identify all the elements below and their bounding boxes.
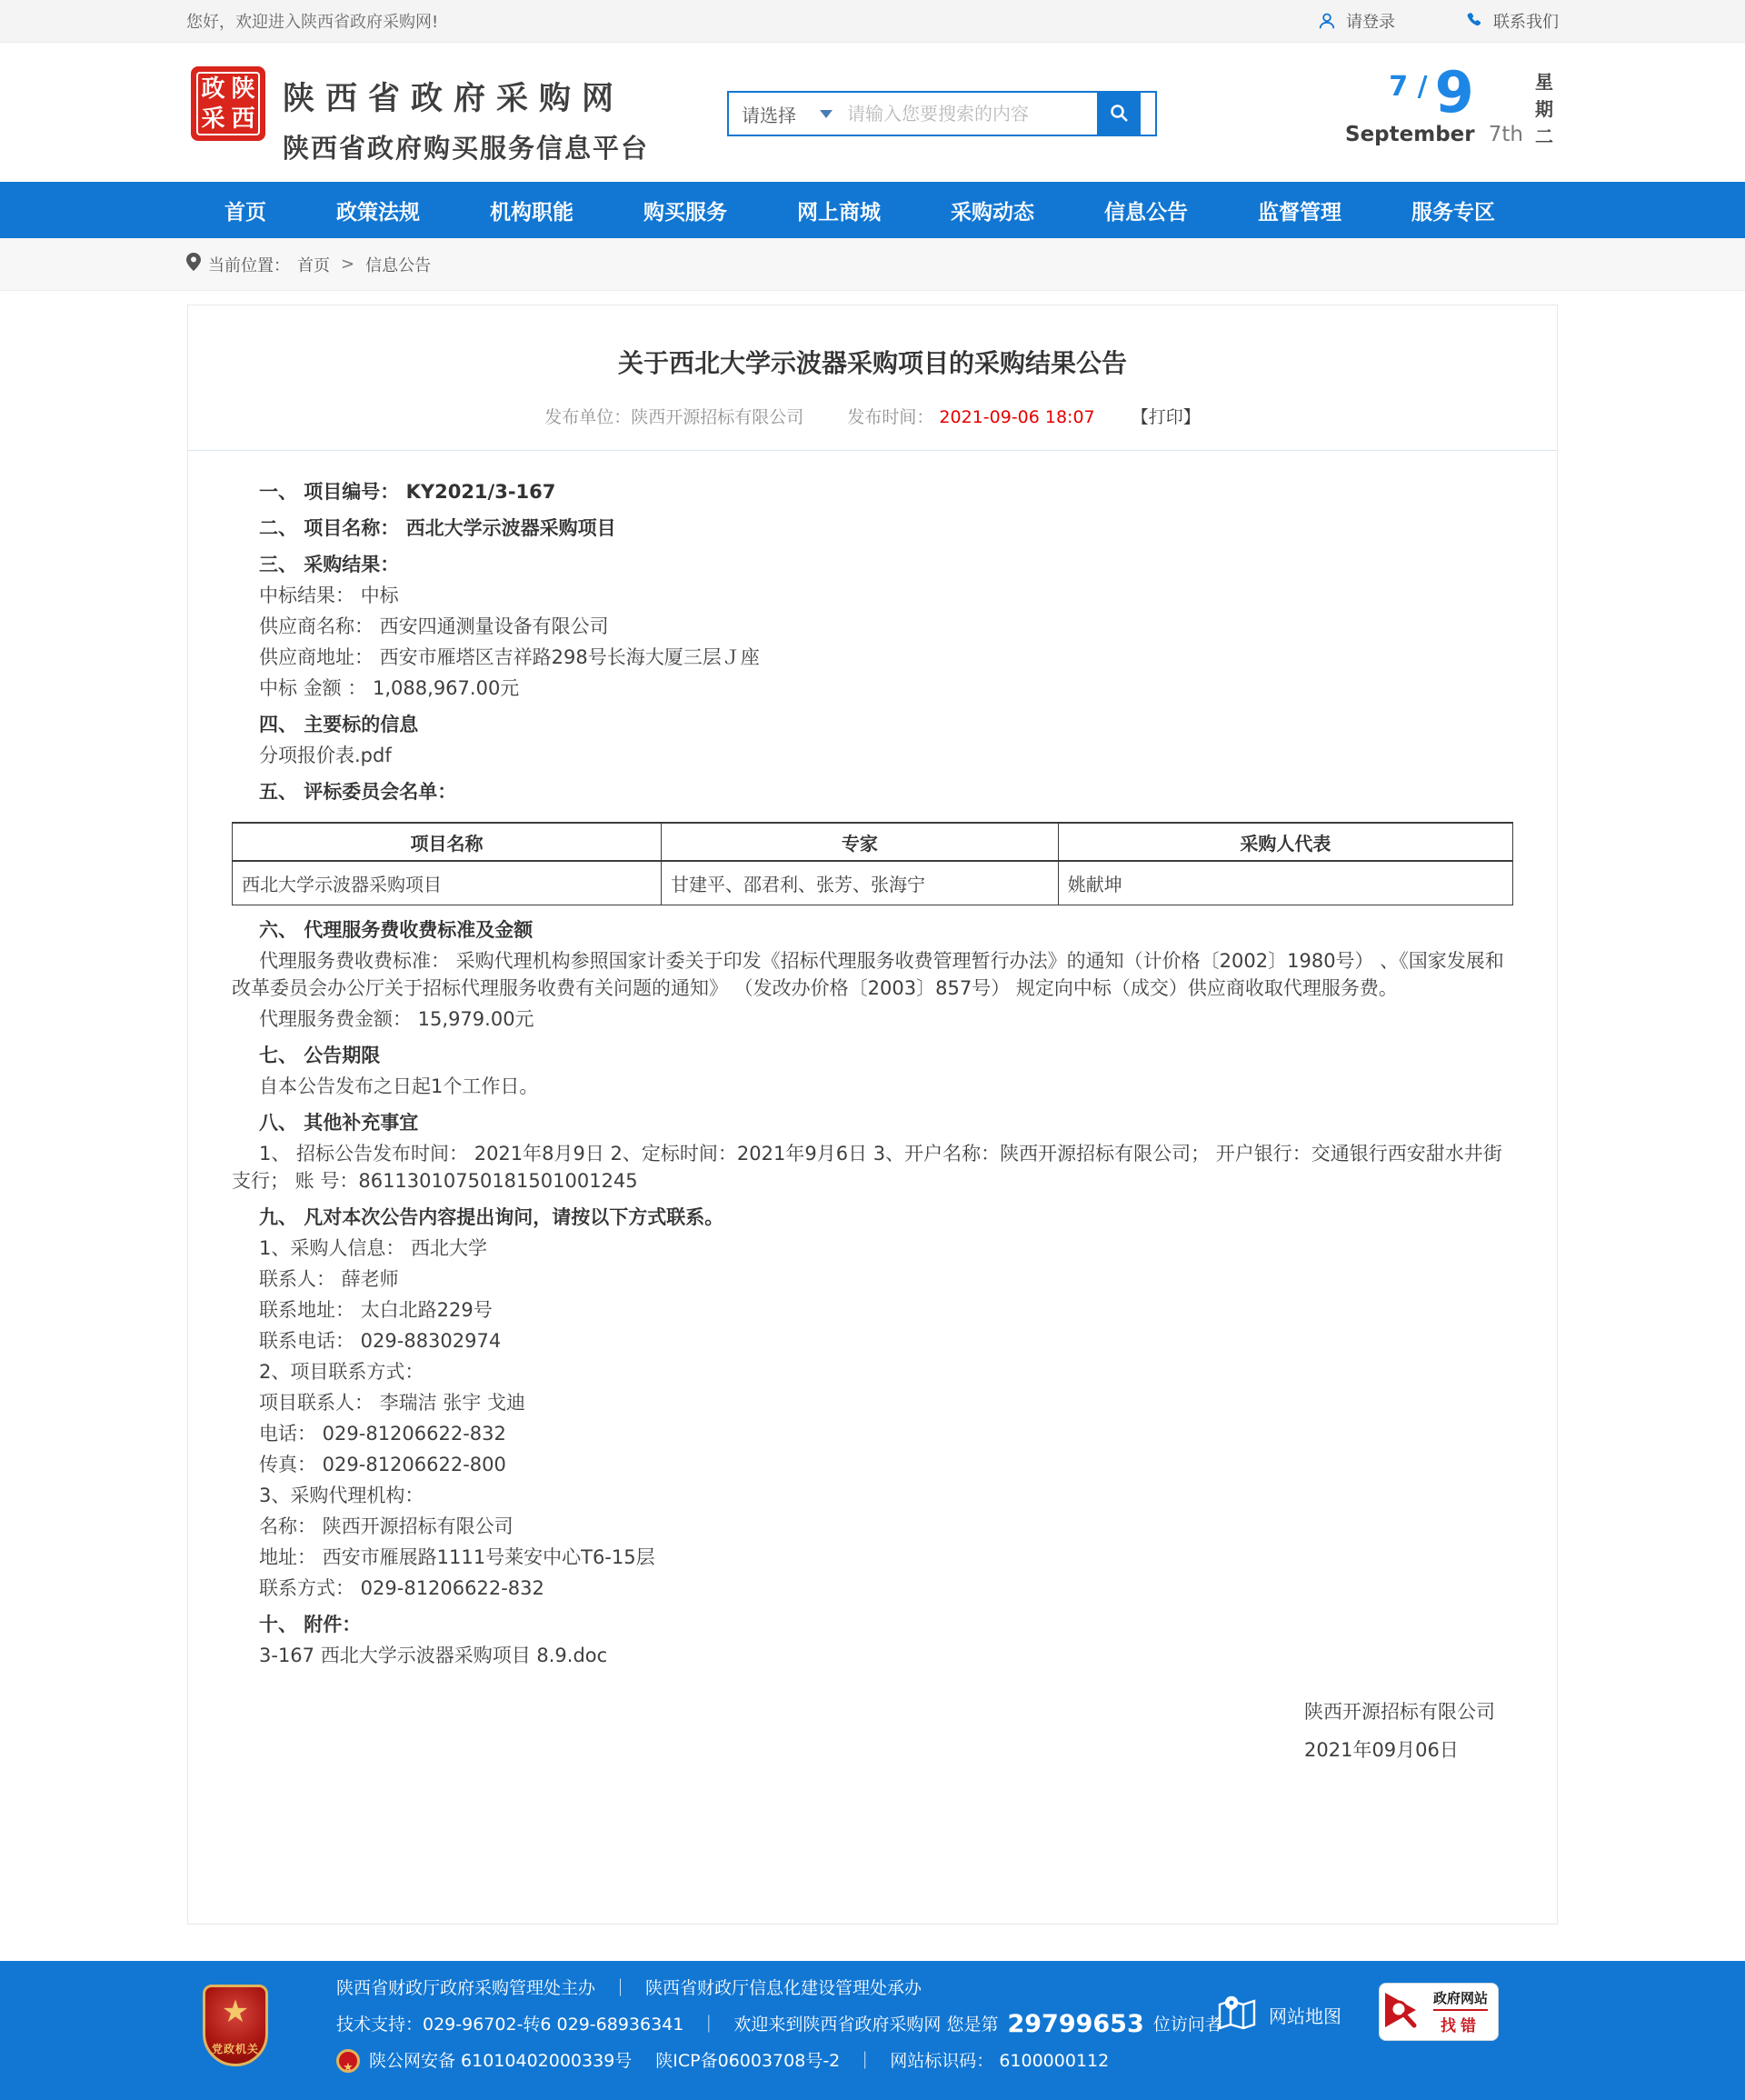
body-paragraph: 供应商地址： 西安市雁塔区吉祥路298号长海大厦三层Ｊ座 bbox=[259, 646, 760, 668]
main-nav bbox=[0, 182, 1745, 238]
body-paragraph: 代理服务费收费标准： 采购代理机构参照国家计委关于印发《招标代理服务收费管理暂行办法》的通知（计价格〔2002〕1980号） 、《国家发展和改革委员会办公厅关于招标代理服务收费有关问题的通知》 （发改办价格〔2003〕857号） 规定向中标（成交）供应商收取代理服务费。 bbox=[232, 949, 1504, 999]
nav-item-policies[interactable]: 政策法规 bbox=[336, 200, 420, 225]
search-bar bbox=[727, 91, 1157, 136]
contact-label: 联系我们 bbox=[1493, 13, 1559, 32]
footer-line-registration: ★ 陕公网安备 61010402000339号 陕ICP备06003708号-2 ｜ 网站标识码： 6100000112 bbox=[336, 2043, 1222, 2079]
breadcrumb bbox=[186, 238, 1559, 290]
contact-link[interactable] bbox=[1464, 9, 1559, 33]
body-paragraph: 中标 金额 ： 1,088,967.00元 bbox=[259, 677, 520, 699]
nav-item-purchase-service[interactable]: 购买服务 bbox=[643, 200, 727, 225]
table-header-project: 项目名称 bbox=[233, 823, 662, 861]
page-title: 关于西北大学示波器采购项目的采购结果公告 bbox=[617, 348, 1127, 378]
nav-item-home[interactable]: 首页 bbox=[224, 200, 266, 225]
body-paragraph: 地址： 西安市雁展路1111号莱安中心T6-15层 bbox=[259, 1545, 655, 1568]
login-label: 请登录 bbox=[1346, 13, 1395, 32]
visitor-counter: 29799653 bbox=[1007, 2010, 1144, 2038]
site-id-code: 网站标识码： 6100000112 bbox=[890, 2051, 1110, 2071]
date-month-num: 9 bbox=[1434, 59, 1474, 125]
user-icon bbox=[1317, 11, 1337, 31]
breadcrumb-bar bbox=[0, 238, 1745, 291]
section-heading: 五、 评标委员会名单： bbox=[259, 781, 457, 803]
section-heading: 八、 其他补充事宜 bbox=[259, 1111, 419, 1134]
signature bbox=[232, 1693, 1513, 1769]
table-cell-experts: 甘建平、邵君利、张芳、张海宁 bbox=[662, 861, 1059, 905]
search-button[interactable] bbox=[1097, 93, 1141, 135]
article-body bbox=[232, 478, 1513, 1669]
find-error-magnifier-icon bbox=[1383, 1987, 1425, 2036]
welcome-text: 您好，欢迎进入陕西省政府采购网! bbox=[186, 13, 439, 32]
nav-item-announcements[interactable]: 信息公告 bbox=[1104, 200, 1188, 225]
breadcrumb-home-link[interactable]: 首页 bbox=[297, 255, 330, 275]
body-paragraph: 自本公告发布之日起1个工作日。 bbox=[259, 1075, 539, 1097]
table-cell-buyer-rep: 姚献坤 bbox=[1058, 861, 1512, 905]
find-error-badge[interactable] bbox=[1379, 1983, 1499, 2041]
date-widget bbox=[1345, 59, 1559, 160]
publish-time-label: 发布时间： bbox=[847, 407, 934, 427]
site-subtitle: 陕西省政府购买服务信息平台 bbox=[283, 133, 650, 164]
body-paragraph: 联系地址： 太白北路229号 bbox=[259, 1298, 493, 1321]
party-gov-emblem-icon: ★ 党政机关 bbox=[203, 1985, 268, 2066]
section-heading: 三、 采购结果： bbox=[259, 554, 400, 575]
body-paragraph: 电话： 029-81206622-832 bbox=[259, 1422, 506, 1445]
body-paragraph: 名称： 陕西开源招标有限公司 bbox=[259, 1515, 514, 1537]
date-month-name: September bbox=[1345, 123, 1475, 146]
search-input[interactable] bbox=[847, 103, 1097, 125]
body-paragraph: 3、采购代理机构： bbox=[259, 1484, 424, 1506]
phone-icon bbox=[1464, 11, 1484, 31]
signature-date: 2021年09月06日 bbox=[1304, 1738, 1459, 1761]
breadcrumb-separator: > bbox=[341, 255, 355, 274]
nav-item-supervision[interactable]: 监督管理 bbox=[1258, 200, 1341, 225]
breadcrumb-label: 当前位置： bbox=[208, 255, 290, 275]
footer-line-support: 技术支持：029-96702-转6 029-68936341 ｜ 欢迎来到陕西省政府采购网 您是第 29799653 位访问者 bbox=[336, 2006, 1222, 2043]
nav-item-online-mall[interactable]: 网上商城 bbox=[797, 200, 881, 225]
section-heading: 九、 凡对本次公告内容提出询问，请按以下方式联系。 bbox=[259, 1205, 724, 1228]
body-paragraph: 2、项目联系方式： bbox=[259, 1360, 424, 1383]
body-paragraph: 联系方式： 029-81206622-832 bbox=[259, 1576, 544, 1599]
article-meta bbox=[188, 404, 1557, 451]
sitemap-link[interactable] bbox=[1216, 1994, 1341, 2036]
login-link[interactable] bbox=[1317, 9, 1395, 33]
body-paragraph: 传真： 029-81206622-800 bbox=[259, 1453, 506, 1475]
section-heading: 四、 主要标的信息 bbox=[259, 714, 419, 735]
body-paragraph: 中标结果： 中标 bbox=[259, 585, 399, 606]
committee-table bbox=[232, 822, 1513, 905]
table-header-buyer-rep: 采购人代表 bbox=[1058, 823, 1512, 861]
map-icon bbox=[1216, 1994, 1258, 2036]
body-paragraph: 1、采购人信息： 西北大学 bbox=[259, 1236, 488, 1259]
body-paragraph: 联系电话： 029-88302974 bbox=[259, 1329, 502, 1352]
body-paragraph: 1、 招标公告发布时间： 2021年8月9日 2、定标时间：2021年9月6日 3、开户名称：陕西开源招标有限公司； 开户银行：交通银行西安甜水井街支行； 账 号：86113010750181501001245 bbox=[232, 1142, 1502, 1192]
site-footer bbox=[0, 1961, 1745, 2100]
body-paragraph: 供应商名称： 西安四通测量设备有限公司 bbox=[259, 615, 609, 637]
body-paragraph: 项目联系人： 李瑞洁 张宇 戈迪 bbox=[259, 1391, 526, 1414]
find-error-subtitle: 找错 bbox=[1441, 2017, 1481, 2035]
section-heading: 七、 公告期限 bbox=[259, 1044, 381, 1066]
chevron-down-icon bbox=[820, 110, 833, 118]
breadcrumb-current: 信息公告 bbox=[365, 255, 432, 275]
emblem-label: 党政机关 bbox=[211, 2043, 259, 2055]
site-logo[interactable] bbox=[191, 66, 265, 141]
gongan-number[interactable]: 陕公网安备 61010402000339号 bbox=[369, 2051, 633, 2071]
section-heading: 十、 附件： bbox=[259, 1613, 362, 1635]
attachment-link-doc[interactable]: 3-167 西北大学示波器采购项目 8.9.doc bbox=[259, 1644, 608, 1666]
search-category-select[interactable] bbox=[729, 101, 847, 127]
brand-titles bbox=[283, 74, 649, 165]
section-heading: 一、 项目编号： KY2021/3-167 bbox=[259, 481, 556, 503]
site-header bbox=[0, 43, 1745, 182]
topbar bbox=[0, 0, 1745, 43]
tech-support-text: 技术支持：029-96702-转6 029-68936341 bbox=[336, 2015, 684, 2035]
section-heading: 二、 项目名称： 西北大学示波器采购项目 bbox=[259, 517, 616, 539]
signature-company: 陕西开源招标有限公司 bbox=[1304, 1700, 1495, 1723]
sitemap-label: 网站地图 bbox=[1269, 2005, 1341, 2027]
date-weekday: 星期二 bbox=[1535, 71, 1553, 147]
search-select-label: 请选择 bbox=[742, 104, 796, 126]
publisher-label: 发布单位： bbox=[544, 407, 632, 427]
icp-number[interactable]: 陕ICP备06003708号-2 bbox=[655, 2051, 841, 2071]
search-icon bbox=[1108, 102, 1130, 126]
nav-item-procurement-news[interactable]: 采购动态 bbox=[951, 200, 1034, 225]
site-title: 陕西省政府采购网 bbox=[283, 81, 625, 117]
police-badge-icon bbox=[336, 2049, 360, 2073]
publisher-value: 陕西开源招标有限公司 bbox=[631, 407, 804, 427]
print-button[interactable]: 【打印】 bbox=[1131, 407, 1201, 427]
body-paragraph: 代理服务费金额： 15,979.00元 bbox=[259, 1007, 534, 1030]
logo-seal-icon: 政 陕 采 西 bbox=[196, 72, 260, 135]
body-paragraph: 联系人： 薛老师 bbox=[259, 1267, 399, 1290]
date-ordinal: 7th bbox=[1488, 123, 1523, 146]
article-card bbox=[187, 305, 1558, 1925]
table-cell-project: 西北大学示波器采购项目 bbox=[233, 861, 662, 905]
section-heading: 六、 代理服务费收费标准及金额 bbox=[259, 918, 533, 941]
footer-line-organizers: 陕西省财政厅政府采购管理处主办 ｜ 陕西省财政厅信息化建设管理处承办 bbox=[336, 1978, 922, 1998]
date-day: 7 / bbox=[1389, 71, 1428, 103]
table-header-experts: 专家 bbox=[662, 823, 1059, 861]
table-row bbox=[233, 861, 1513, 905]
find-error-title: 政府网站 bbox=[1433, 1988, 1488, 2011]
publish-time-value: 2021-09-06 18:07 bbox=[939, 407, 1095, 427]
nav-item-functions[interactable]: 机构职能 bbox=[490, 200, 573, 225]
nav-item-service-zone[interactable]: 服务专区 bbox=[1411, 200, 1495, 225]
attachment-link-pdf[interactable]: 分项报价表.pdf bbox=[259, 745, 392, 766]
location-pin-icon bbox=[186, 253, 201, 275]
table-header-row bbox=[233, 823, 1513, 861]
